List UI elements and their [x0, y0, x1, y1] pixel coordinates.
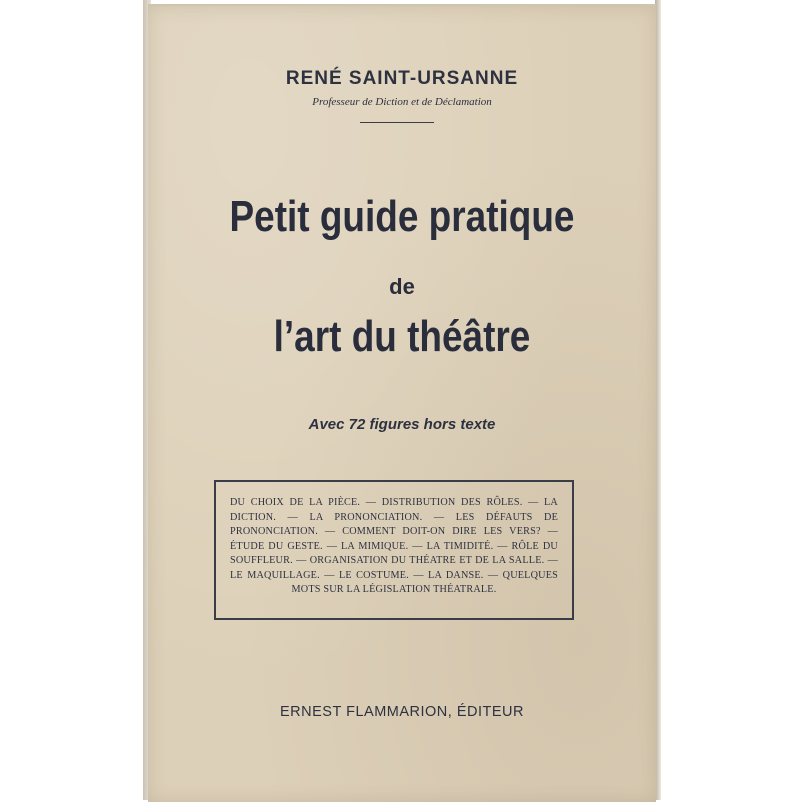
title-line-2: l’art du théâtre [273, 312, 531, 361]
book-cover [148, 4, 656, 802]
figures-note: Avec 72 figures hors texte [308, 416, 496, 433]
title-connector: de [389, 274, 415, 299]
publisher-name: ERNEST FLAMMARION, ÉDITEUR [280, 704, 524, 720]
title-line-1: Petit guide pratique [229, 192, 575, 241]
contents-box [214, 480, 574, 620]
author-name: RENÉ SAINT-URSANNE [285, 68, 519, 89]
author-subtitle: Professeur de Diction et de Déclamation [312, 96, 492, 108]
divider-rule [360, 122, 434, 123]
contents-text: DU CHOIX DE LA PIÈCE. — DISTRIBUTION DES RÔLES. — LA DICTION. — LA PRONONCIATION. — LES DÉFAUTS DE PRONONCIATION. — COMMENT DOIT-ON DIRE LES VERS? — ÉTUDE DU GESTE. — LA MIMIQUE. — LA TIMIDITÉ. — RÔLE DU SOUFFLEUR. — ORGANISATION DU THÉATRE ET DE LA SALLE. — LE MAQUILLAGE. — LE COSTUME. — LA DANSE. — QUELQUES MOTS SUR LA LÉGISLATION THÉATRALE. [230, 497, 558, 595]
